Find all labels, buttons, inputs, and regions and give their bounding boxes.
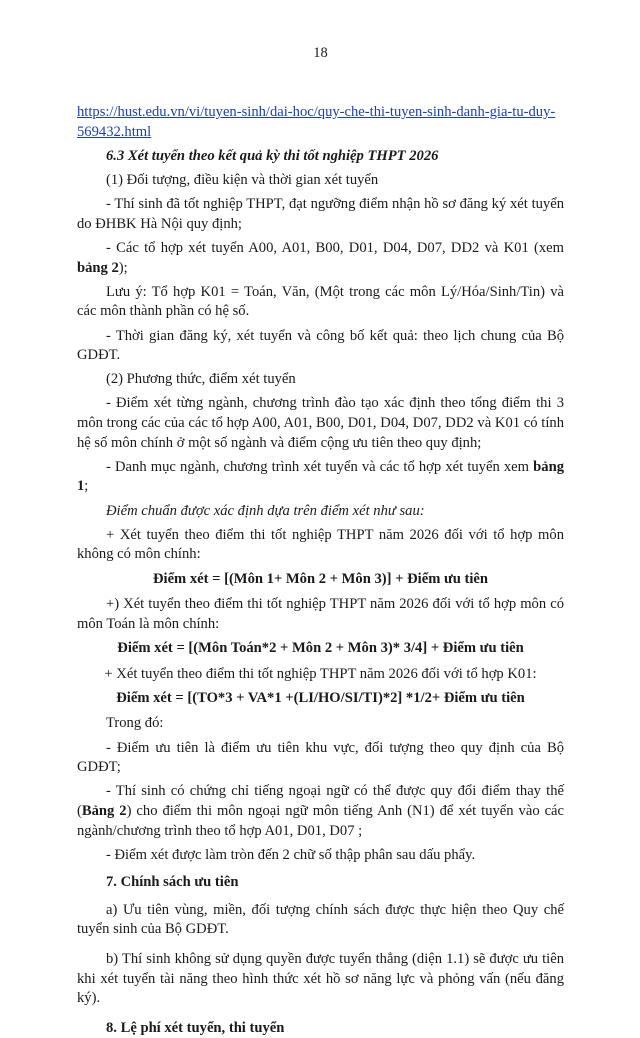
table-reference: bảng 1: [77, 458, 564, 495]
formula-math-main: Điểm xét = [(Môn Toán*2 + Môn 2 + Môn 3)* 3/4] + Điểm ưu tiên: [117, 639, 524, 656]
subsection-1-title: (1) Đối tượng, điều kiện và thời gian xét tuyển: [106, 171, 379, 188]
page-content: [77, 103, 564, 1038]
section-7-heading: 7. Chính sách ưu tiên: [106, 874, 239, 891]
page-number: 18: [313, 45, 328, 61]
paragraph-eligibility: - Thí sinh đã tốt nghiệp THPT, đạt ngưỡng điểm nhận hồ sơ đăng ký xét tuyển do ĐHBK Hà Nội quy định;: [77, 196, 564, 232]
paragraph-program-list: - Danh mục ngành, chương trình xét tuyển và các tổ hợp xét tuyển xem bảng 1;: [77, 458, 564, 495]
paragraph-k01: + Xét tuyển theo điểm thi tốt nghiệp THPT năm 2026 đối với tổ hợp K01:: [104, 665, 537, 682]
paragraph-score-method: - Điểm xét từng ngành, chương trình đào tạo xác định theo tổng điểm thi 3 môn trong các của các tổ hợp A00, A01, B00, D01, D04, D07, DD2 và K01 có tính hệ số môn chính ở một số ngành và điểm cộng ưu tiên theo quy định;: [77, 395, 564, 451]
paragraph-schedule: - Thời gian đăng ký, xét tuyển và công bố kết quả: theo lịch chung của Bộ GDĐT.: [77, 327, 564, 364]
paragraph-combinations: - Các tổ hợp xét tuyển A00, A01, B00, D01, D04, D07, DD2 và K01 (xem bảng 2);: [77, 239, 564, 276]
paragraph-priority-b: b) Thí sinh không sử dụng quyền được tuyển thẳng (diện 1.1) sẽ được ưu tiên khi xét tuyển tài năng theo hình thức xét hồ sơ năng lực và phỏng vấn (nếu đăng ký).: [77, 951, 564, 1007]
paragraph-note-k01: Lưu ý: Tổ hợp K01 = Toán, Văn, (Một trong các môn Lý/Hóa/Sinh/Tin) và các môn thành phần có hệ số.: [77, 283, 564, 320]
paragraph-priority-a: a) Ưu tiên vùng, miền, đối tượng chính sách được thực hiện theo Quy chế tuyển sinh của Bộ GDĐT.: [77, 901, 564, 938]
table-reference: bảng 2: [77, 259, 119, 276]
section-6-3-heading: 6.3 Xét tuyển theo kết quả kỳ thi tốt nghiệp THPT 2026: [106, 147, 439, 164]
paragraph-math-main: +) Xét tuyển theo điểm thi tốt nghiệp THPT năm 2026 đối với tổ hợp môn có môn Toán là môn chính:: [77, 596, 564, 632]
table-reference: Bảng 2: [81, 802, 127, 819]
subsection-2-title: (2) Phương thức, điểm xét tuyển: [106, 371, 296, 388]
formula-standard: Điểm xét = [(Môn 1+ Môn 2 + Môn 3)] + Điểm ưu tiên: [152, 570, 489, 587]
formula-k01: Điểm xét = [(TO*3 + VA*1 +(LI/HO/SI/TI)*2] *1/2+ Điểm ưu tiên: [116, 689, 525, 706]
paragraph-rounding: - Điểm xét được làm tròn đến 2 chữ số thập phân sau dấu phẩy.: [106, 846, 476, 863]
reference-link[interactable]: https://hust.edu.vn/vi/tuyen-sinh/dai-hoc/quy-che-thi-tuyen-sinh-danh-gia-tu-duy-569432.html: [77, 104, 556, 140]
paragraph-priority-points: - Điểm ưu tiên là điểm ưu tiên khu vực, đối tượng theo quy định của Bộ GDĐT;: [77, 739, 564, 776]
section-8-heading: 8. Lệ phí xét tuyển, thi tuyển: [106, 1019, 285, 1036]
paragraph-benchmark: Điểm chuẩn được xác định dựa trên điểm xét như sau:: [106, 502, 425, 519]
paragraph-no-main-subject: + Xét tuyển theo điểm thi tốt nghiệp THPT năm 2026 đối với tổ hợp môn không có môn chính:: [77, 526, 564, 563]
paragraph-language-cert: - Thí sinh có chứng chỉ tiếng ngoại ngữ có thể được quy đổi điểm thay thế (Bảng 2) cho điểm thi môn ngoại ngữ môn tiếng Anh (N1) để xét tuyển vào các ngành/chương trình theo tổ hợp A01, D01, D07 ;: [77, 783, 565, 839]
paragraph-where: Trong đó:: [106, 715, 164, 732]
